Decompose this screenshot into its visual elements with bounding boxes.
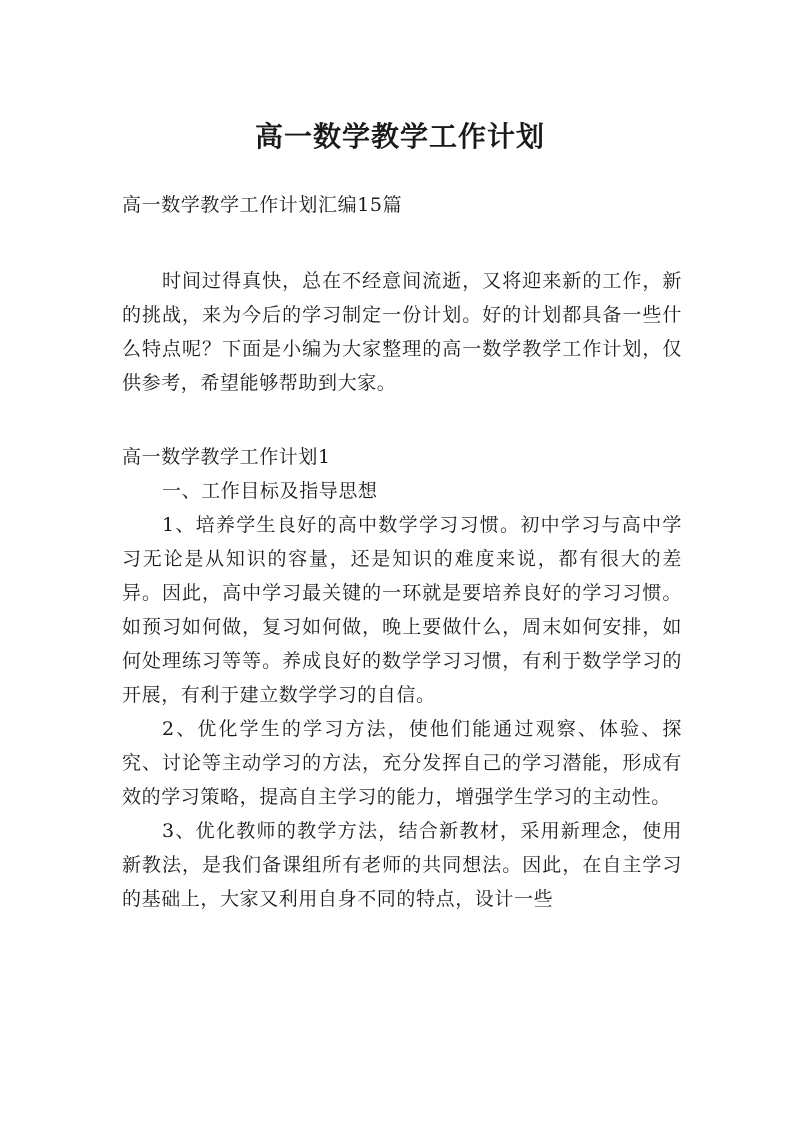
body-paragraph: 1、培养学生良好的高中数学学习习惯。初中学习与高中学习无论是从知识的容量，还是知识的难度来说，都有很大的差异。因此，高中学习最关键的一环就是要培养良好的学习习惯。如预习如何做，复习如何做，晚上要做什么，周末如何安排，如何处理练习等等。养成良好的数学学习习惯，有利于数学学习的开展，有利于建立数学学习的自信。 bbox=[122, 514, 682, 706]
body-paragraph: 3、优化教师的教学方法，结合新教材，采用新理念，使用新教法，是我们备课组所有老师的共同想法。因此，在自主学习的基础上，大家又利用自身不同的特点，设计一些 bbox=[122, 820, 682, 910]
spacer bbox=[122, 400, 682, 440]
body-paragraph: 2、优化学生的学习方法，使他们能通过观察、体验、探究、讨论等主动学习的方法，充分发挥自己的学习潜能，形成有效的学习策略，提高自主学习的能力，增强学生学习的主动性。 bbox=[122, 718, 682, 808]
document-title: 高一数学教学工作计划 bbox=[254, 119, 545, 153]
section-title: 高一数学教学工作计划1 bbox=[122, 446, 331, 468]
document-body bbox=[122, 188, 682, 916]
document-subtitle: 高一数学教学工作计划汇编15篇 bbox=[122, 194, 403, 216]
intro-paragraph: 时间过得真快，总在不经意间流逝，又将迎来新的工作，新的挑战，来为今后的学习制定一份计划。好的计划都具备一些什么特点呢？下面是小编为大家整理的高一数学教学工作计划，仅供参考，希望能够帮助到大家。 bbox=[122, 270, 682, 394]
spacer bbox=[122, 222, 682, 264]
section-heading: 一、工作目标及指导思想 bbox=[162, 480, 378, 502]
